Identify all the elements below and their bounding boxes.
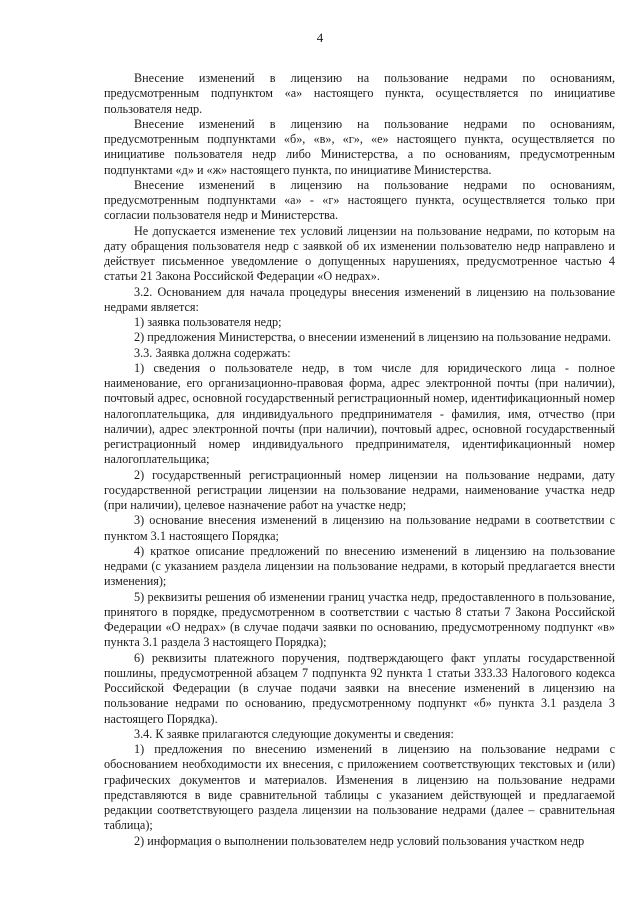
paragraph-section-3-3: 3.3. Заявка должна содержать: — [134, 345, 291, 360]
paragraph-3-3-item-4: 4) краткое описание предложений по внесению изменений в лицензию на пользование недрами (с указанием раздела лицензии на пользование недрами, в который предлагается внести изменения); — [104, 543, 615, 589]
paragraph-3-2-item-2: 2) предложения Министерства, о внесении изменений в лицензию на пользование недрами. — [134, 330, 612, 345]
paragraph-3-2-item-1: 1) заявка пользователя недр; — [134, 315, 282, 329]
paragraph-3-3-item-1: 1) сведения о пользователе недр, в том числе для юридического лица - полное наименование, его организационно-правовая форма, адрес электронной почты (при наличии), почтовый адрес, основной государственный регистрационный номер, идентификационный номер налогоплательщика, для индивидуального предпринимателя - фамилия, имя, отчество (при наличии), адрес электронной почты (при наличии), почтовый адрес, основной государственный регистрационный номер индивидуального предпринимателя, идентификационный номер налогоплательщика; — [104, 360, 615, 467]
paragraph-initiative-subpoints-b-e: Внесение изменений в лицензию на пользование недрами по основаниям, предусмотренным подпунктами «б», «в», «г», «е» настоящего пункта, осуществляется по инициативе пользователя недр либо Министерства, а по основаниям, предусмотренным подпунктами «д» и «ж» настоящего пункта, по инициативе Министерства. — [104, 116, 615, 177]
paragraph-3-4-item-1: 1) предложения по внесению изменений в лицензию на пользование недрами с обоснованием необходимости их внесения, с приложением соответствующих текстовых и (или) графических документов и материалов. Изменения в лицензию на пользование недрами представляются в виде сравнительной таблицы с указанием действующей и предлагаемой редакции соответствующего раздела лицензии на пользование недрами (далее – сравнительная таблица); — [104, 742, 615, 833]
paragraph-section-3-4: 3.4. К заявке прилагаются следующие документы и сведения: — [134, 726, 454, 741]
page-number: 4 — [316, 30, 324, 45]
paragraph-consent-subpoints-a-g: Внесение изменений в лицензию на пользование недрами по основаниям, предусмотренным подпунктами «а» - «г» настоящего пункта, осуществляется только при согласии пользователя недр и Министерства. — [104, 177, 615, 223]
paragraph-3-3-item-2: 2) государственный регистрационный номер лицензии на пользование недрами, дату государственной регистрации лицензии на пользование недрами, наименование участка недр (при наличии), целевое назначение работ на участке недр; — [104, 467, 615, 512]
paragraph-3-3-item-6: 6) реквизиты платежного поручения, подтверждающего факт уплаты государственной пошлины, предусмотренной абзацем 7 подпункта 92 пункта 1 статьи 333.33 Налогового кодекса Российской Федерации (в случае подачи заявки на внесение изменений в лицензию на пользование недрами по основанию, предусмотренному подпункт «б» пункта 3.1 раздела 3 настоящего Порядка). — [104, 650, 615, 726]
paragraph-3-4-item-2: 2) информация о выполнении пользователем недр условий пользования участком недр — [134, 833, 585, 848]
paragraph-3-3-item-5: 5) реквизиты решения об изменении границ участка недр, предоставленного в пользование, принятого в порядке, предусмотренном в соответствии с частью 8 статьи 7 Закона Российской Федерации «О недрах» (в случае подачи заявки по основанию, предусмотренному подпункт «в» пункта 3.1 раздела 3 настоящего Порядка); — [104, 589, 615, 650]
paragraph-3-3-item-3: 3) основание внесения изменений в лицензию на пользование недрами в соответствии с пунктом 3.1 настоящего Порядка; — [104, 513, 615, 543]
document-body — [104, 71, 615, 849]
paragraph-change-restriction: Не допускается изменение тех условий лицензии на пользование недрами, по которым на дату обращения пользователя недр с заявкой об их изменении пользователю недр направлено и действует письменное уведомление о допущенных нарушениях, предусмотренное частью 4 статьи 21 Закона Российской Федерации «О недрах». — [104, 223, 615, 284]
paragraph-initiative-subpoint-a: Внесение изменений в лицензию на пользование недрами по основаниям, предусмотренным подпунктом «а» настоящего пункта, осуществляется по инициативе пользователя недр. — [104, 71, 615, 116]
paragraph-section-3-2: 3.2. Основанием для начала процедуры внесения изменений в лицензию на пользование недрами является: — [104, 284, 615, 314]
